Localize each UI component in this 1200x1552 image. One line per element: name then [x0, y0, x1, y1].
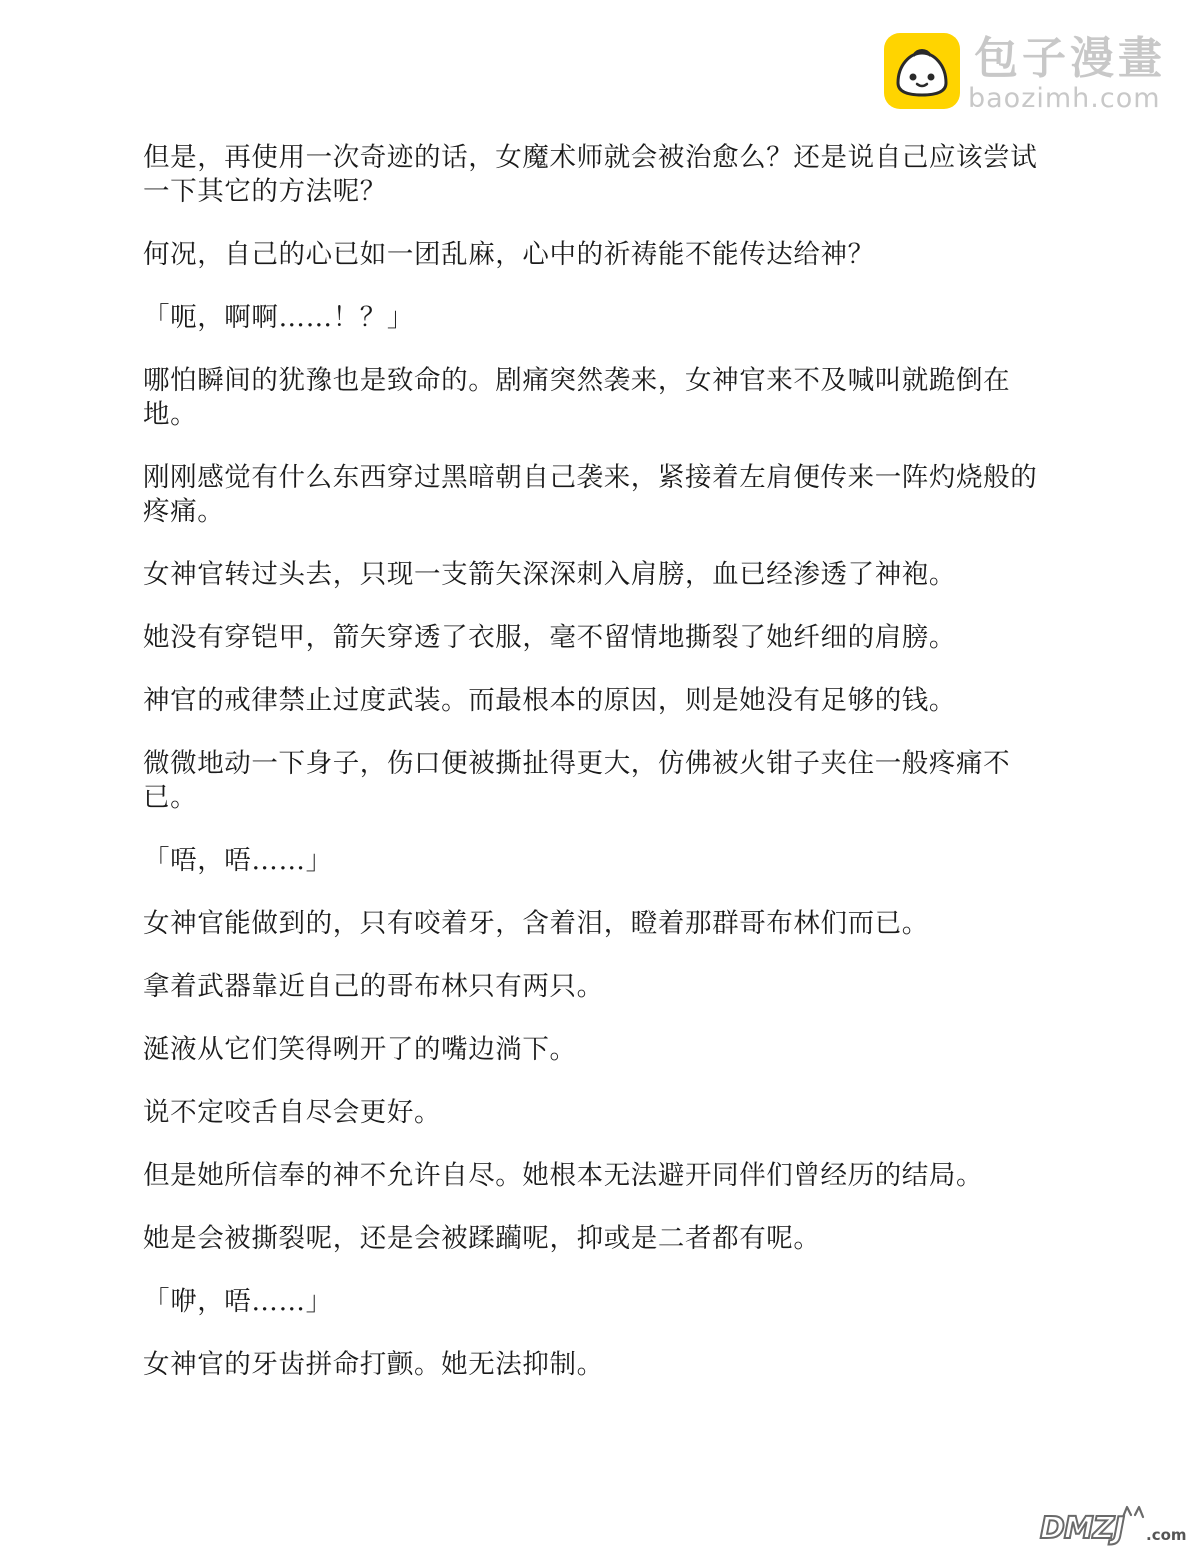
paragraph: 女神官的牙齿拼命打颤。她无法抑制。 [143, 1349, 604, 1380]
chapter-text [143, 141, 1063, 1411]
paragraph: 她没有穿铠甲，箭矢穿透了衣服，毫不留情地撕裂了她纤细的肩膀。 [143, 622, 956, 653]
dmzj-watermark [1040, 1508, 1190, 1548]
paragraph: 她是会被撕裂呢，还是会被蹂躏呢，抑或是二者都有呢。 [143, 1223, 821, 1254]
paragraph: 微微地动一下身子，伤口便被撕扯得更大，仿佛被火钳子夹住一般疼痛不已。 [143, 748, 1011, 813]
paragraph: 女神官转过头去，只现一支箭矢深深刺入肩膀，血已经渗透了神袍。 [143, 559, 956, 590]
paragraph: 涎液从它们笑得咧开了的嘴边淌下。 [143, 1034, 577, 1065]
logo-title-cn: 包子漫畫 [974, 33, 1166, 84]
paragraph: 神官的戒律禁止过度武装。而最根本的原因，则是她没有足够的钱。 [143, 685, 956, 716]
paragraph: 拿着武器靠近自己的哥布林只有两只。 [143, 971, 604, 1002]
paragraph: 何况，自己的心已如一团乱麻，心中的祈祷能不能传达给神？ [143, 239, 875, 270]
paragraph: 哪怕瞬间的犹豫也是致命的。剧痛突然袭来，女神官来不及喊叫就跪倒在地。 [143, 365, 1011, 430]
paragraph: 但是她所信奉的神不允许自尽。她根本无法避开同伴们曾经历的结局。 [143, 1160, 984, 1191]
paragraph: 「呃，啊啊……！？」 [143, 302, 414, 333]
logo-domain: baozimh.com [968, 83, 1161, 114]
paragraph: 「咿，唔……」 [143, 1286, 333, 1317]
dmzj-suffix: .com [1146, 1526, 1187, 1544]
baozi-bun-icon [884, 33, 960, 109]
dmzj-mark: DMZJ [1040, 1511, 1124, 1546]
paragraph: 女神官能做到的，只有咬着牙，含着泪，瞪着那群哥布林们而已。 [143, 908, 929, 939]
paragraph: 但是，再使用一次奇迹的话，女魔术师就会被治愈么？还是说自己应该尝试一下其它的方法呢？ [143, 142, 1038, 207]
baozimh-logo[interactable] [884, 33, 1184, 115]
paragraph: 「唔，唔……」 [143, 845, 333, 876]
paragraph: 说不定咬舌自尽会更好。 [143, 1097, 442, 1128]
paragraph: 刚刚感觉有什么东西穿过黑暗朝自己袭来，紧接着左肩便传来一阵灼烧般的疼痛。 [143, 462, 1038, 527]
